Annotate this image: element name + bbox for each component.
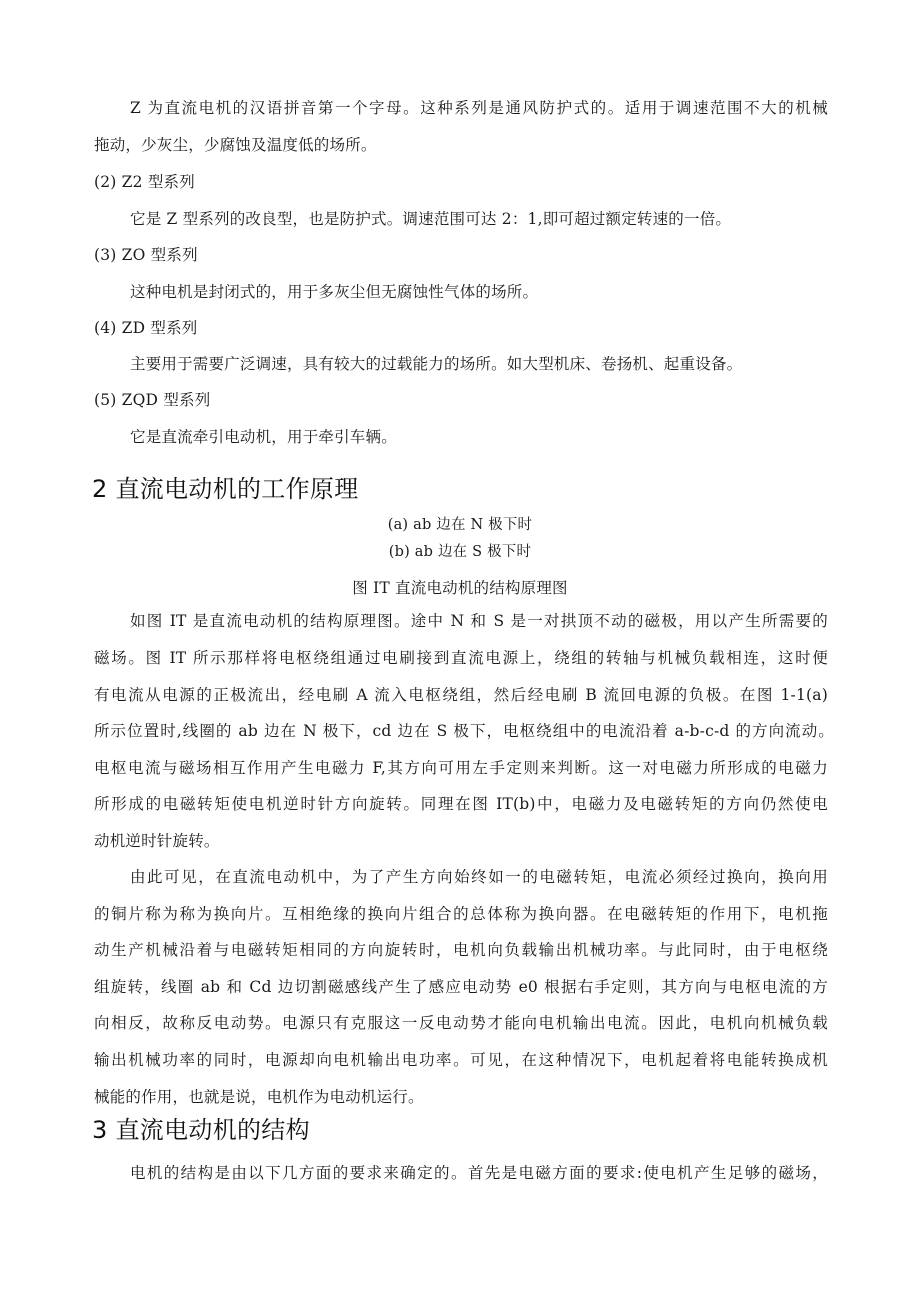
section-2-heading: 2 直流电动机的工作原理 <box>92 475 359 503</box>
s2-p1-line-1: 如图 IT 是直流电动机的结构原理图。途中 N 和 S 是一对拱顶不动的磁极，用以产生所需要的 <box>130 612 828 630</box>
s2-p1-line-3: 有电流从电源的正极流出，经电刷 A 流入电枢绕组，然后经电刷 B 流回电源的负极。在图 1-1(a) <box>94 686 828 704</box>
s2-p2-line-1: 由此可见，在直流电动机中，为了产生方向始终如一的电磁转矩，电流必须经过换向，换向用 <box>130 868 828 886</box>
section-3-heading: 3 直流电动机的结构 <box>92 1116 310 1144</box>
figure-caption: 图 IT 直流电动机的结构原理图 <box>352 579 568 597</box>
s2-p1-line-2: 磁场。图 IT 所示那样将电枢绕组通过电刷接到直流电源上，绕组的转轴与机械负载相连，这时便 <box>94 649 828 667</box>
s2-p2-line-5: 向相反，故称反电动势。电源只有克服这一反电动势才能向电机输出电流。因此，电机向机械负载 <box>94 1014 828 1032</box>
series-5-label: (5) ZQD 型系列 <box>94 391 211 409</box>
s2-p2-line-7: 械能的作用，也就是说，电机作为电动机运行。 <box>94 1088 424 1106</box>
s2-p1-line-5: 电枢电流与磁场相互作用产生电磁力 F,其方向可用左手定则来判断。这一对电磁力所形成的电磁力 <box>94 759 828 777</box>
series-2-desc: 它是 Z 型系列的改良型，也是防护式。调速范围可达 2：1,即可超过额定转速的一倍。 <box>130 210 732 228</box>
s2-p2-line-3: 动生产机械沿着与电磁转矩相同的方向旋转时，电机向负载输出机械功率。与此同时，由于电枢绕 <box>94 941 828 959</box>
s2-p2-line-4: 组旋转，线圈 ab 和 Cd 边切割磁感线产生了感应电动势 e0 根据右手定则，其方向与电枢电流的方 <box>94 978 828 996</box>
s3-p1-line-1: 电机的结构是由以下几方面的要求来确定的。首先是电磁方面的要求:使电机产生足够的磁场， <box>130 1164 828 1182</box>
series-4-label: (4) ZD 型系列 <box>94 319 198 337</box>
series-5-desc: 它是直流牵引电动机，用于牵引车辆。 <box>130 428 397 446</box>
figure-sub-b: (b) ab 边在 S 极下时 <box>388 544 532 560</box>
series-2-label: (2) Z2 型系列 <box>94 173 195 191</box>
s2-p2-line-2: 的铜片称为称为换向片。互相绝缘的换向片组合的总体称为换向器。在电磁转矩的作用下，电机拖 <box>94 905 828 923</box>
s2-p2-line-6: 输出机械功率的同时，电源却向电机输出电功率。可见，在这种情况下，电机起着将电能转换成机 <box>94 1051 828 1069</box>
s2-p1-line-6: 所形成的电磁转矩使电机逆时针方向旋转。同理在图 IT(b)中，电磁力及电磁转矩的方向仍然使电 <box>94 795 828 813</box>
series-4-desc: 主要用于需要广泛调速，具有较大的过载能力的场所。如大型机床、卷扬机、起重设备。 <box>130 355 743 373</box>
s2-p1-line-4: 所示位置时,线圈的 ab 边在 N 极下，cd 边在 S 极下，电枢绕组中的电流沿着 a-b-c-d 的方向流动。 <box>94 722 834 740</box>
figure-sub-a: (a) ab 边在 N 极下时 <box>387 517 533 533</box>
intro-line-2: 拖动，少灰尘，少腐蚀及温度低的场所。 <box>94 136 377 154</box>
intro-line-1: Z 为直流电机的汉语拼音第一个字母。这种系列是通风防护式的。适用于调速范围不大的机械 <box>130 99 828 117</box>
series-3-desc: 这种电机是封闭式的，用于多灰尘但无腐蚀性气体的场所。 <box>130 283 539 301</box>
s2-p1-line-7: 动机逆时针旋转。 <box>94 832 220 850</box>
series-3-label: (3) ZO 型系列 <box>94 246 198 264</box>
